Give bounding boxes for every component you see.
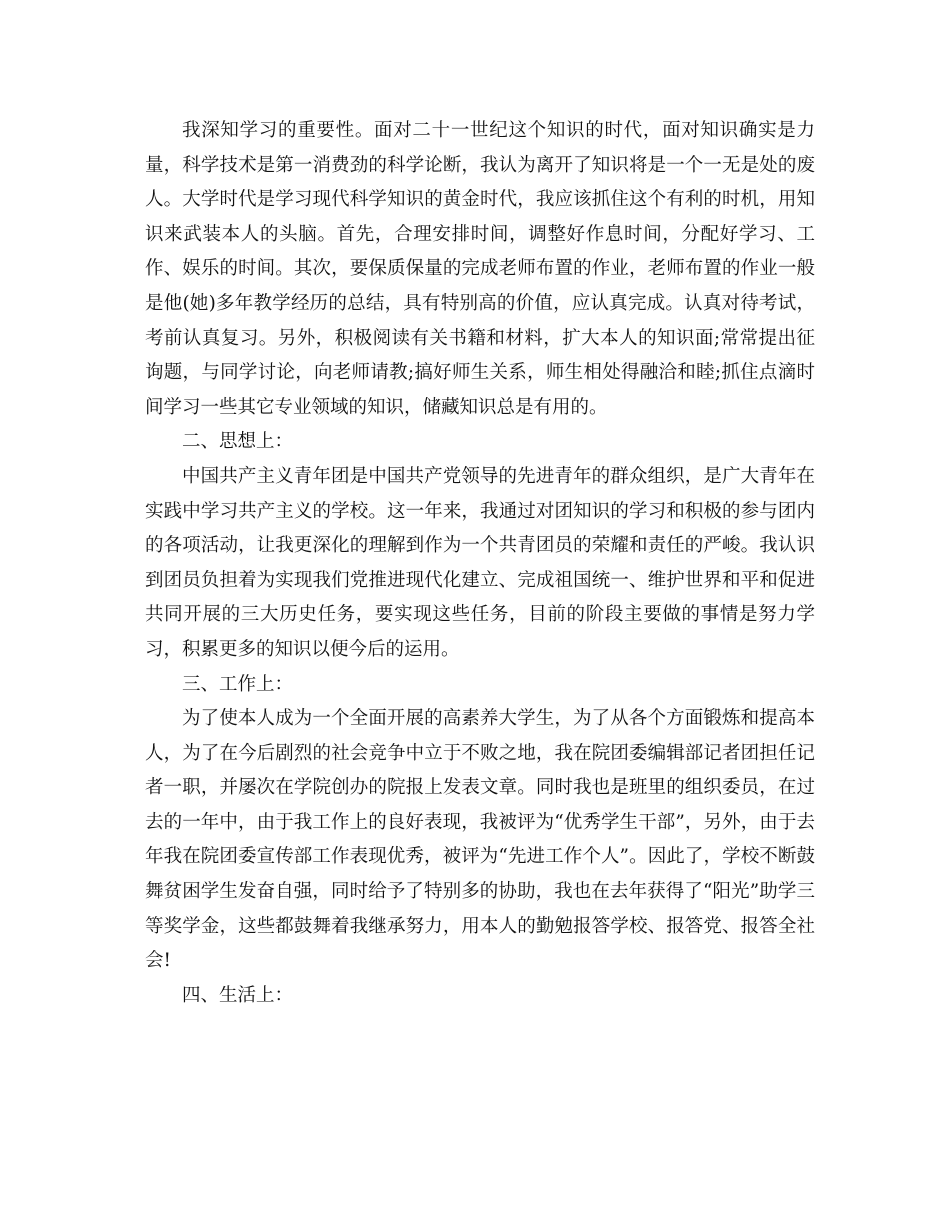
paragraph-thought: 中国共产主义青年团是中国共产党领导的先进青年的群众组织，是广大青年在实践中学习共产主义的学校。这一年来，我通过对团知识的学习和积极的参与团内的各项活动，让我更深化的理解到作为一个共青团员的荣耀和责任的严峻。我认识到团员负担着为实现我们党推进现代化建立、完成祖国统一、维护世界和平和促进共同开展的三大历史任务，要实现这些任务，目前的阶段主要做的事情是努力学习，积累更多的知识以便今后的运用。 xyxy=(145,465,815,660)
section-heading-life: 四、生活上： xyxy=(182,984,294,1006)
section-heading-thought: 二、思想上： xyxy=(182,431,294,453)
document-body xyxy=(145,114,815,1013)
paragraph-work: 为了使本人成为一个全面开展的高素养大学生，为了从各个方面锻炼和提高本人，为了在今后剧烈的社会竞争中立于不败之地，我在院团委编辑部记者团担任记者一职，并屡次在学院创办的院报上发表文章。同时我也是班里的组织委员，在过去的一年中，由于我工作上的良好表现，我被评为“优秀学生干部”，另外，由于去年我在院团委宣传部工作表现优秀，被评为“先进工作个人”。因此了，学校不断鼓舞贫困学生发奋自强，同时给予了特别多的协助，我也在去年获得了“阳光”助学三等奖学金，这些都鼓舞着我继承努力，用本人的勤勉报答学校、报答党、报答全社会! xyxy=(145,708,815,972)
paragraph-study: 我深知学习的重要性。面对二十一世纪这个知识的时代，面对知识确实是力量，科学技术是第一消费劲的科学论断，我认为离开了知识将是一个一无是处的废人。大学时代是学习现代科学知识的黄金时代，我应该抓住这个有利的时机，用知识来武装本人的头脑。首先，合理安排时间，调整好作息时间，分配好学习、工作、娱乐的时间。其次，要保质保量的完成老师布置的作业，老师布置的作业一般是他(她)多年教学经历的总结，具有特别高的价值，应认真完成。认真对待考试，考前认真复习。另外，积极阅读有关书籍和材料，扩大本人的知识面;常常提出征询题，与同学讨论，向老师请教;搞好师生关系，师生相处得融洽和睦;抓住点滴时间学习一些其它专业领域的知识，储藏知识总是有用的。 xyxy=(145,120,815,418)
section-heading-work: 三、工作上： xyxy=(182,673,294,695)
